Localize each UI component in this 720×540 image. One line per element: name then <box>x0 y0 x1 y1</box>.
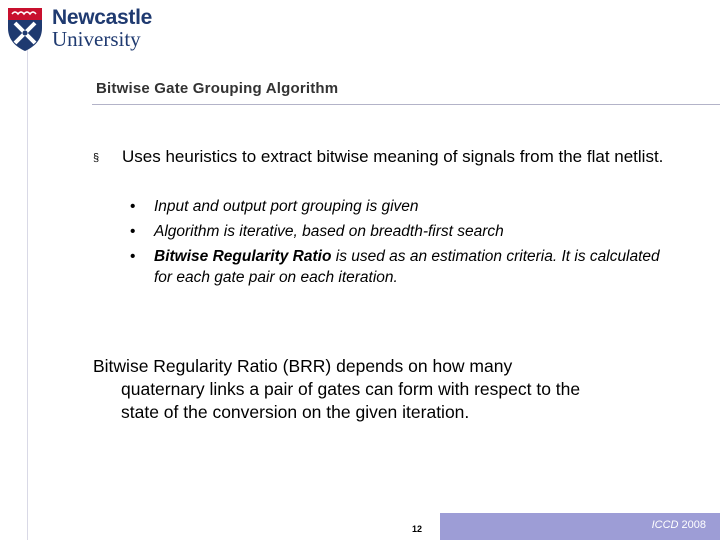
sub-bullet-rest-text: is used as an estimation criteria. It is calculated for each gate pair on each iteration. <box>154 248 660 286</box>
logo-wordmark <box>52 7 152 49</box>
paragraph-line: Bitwise Regularity Ratio (BRR) depends on how many <box>93 356 513 376</box>
main-bullet-text: Uses heuristics to extract bitwise meaning of signals from the flat netlist. <box>122 147 664 166</box>
sub-bullet-item <box>130 221 670 242</box>
sub-bullet-list <box>130 196 670 292</box>
left-border-line <box>27 50 28 540</box>
sub-bullet-text: Input and output port grouping is given <box>154 198 419 215</box>
conference-label <box>652 519 706 531</box>
logo-line-university: University <box>52 27 141 51</box>
footer-bar <box>440 513 720 540</box>
main-bullet <box>93 146 693 168</box>
logo-line-newcastle: Newcastle <box>52 6 153 29</box>
bullet-dot-icon: • <box>130 248 136 265</box>
paragraph-line: state of the conversion on the given iteration. <box>121 402 470 422</box>
conference-year: 2008 <box>681 519 706 531</box>
university-logo <box>6 4 156 54</box>
square-bullet-icon: § <box>93 152 100 164</box>
sub-bullet-text: Algorithm is iterative, based on breadth-first search <box>154 223 504 240</box>
sub-bullet-text-with-bold <box>154 246 670 288</box>
title-underline <box>92 104 720 105</box>
sub-bullet-item <box>130 246 670 288</box>
sub-bullet-item <box>130 196 670 217</box>
conference-name: ICCD <box>651 519 679 531</box>
bullet-dot-icon: • <box>130 223 136 240</box>
bold-term: Bitwise Regularity Ratio <box>154 248 332 265</box>
bullet-dot-icon: • <box>130 198 136 215</box>
shield-icon <box>6 6 44 52</box>
brr-paragraph <box>93 355 673 424</box>
paragraph-line: quaternary links a pair of gates can form with respect to the <box>121 379 581 399</box>
slide-title: Bitwise Gate Grouping Algorithm <box>96 80 339 97</box>
page-number: 12 <box>412 524 423 534</box>
